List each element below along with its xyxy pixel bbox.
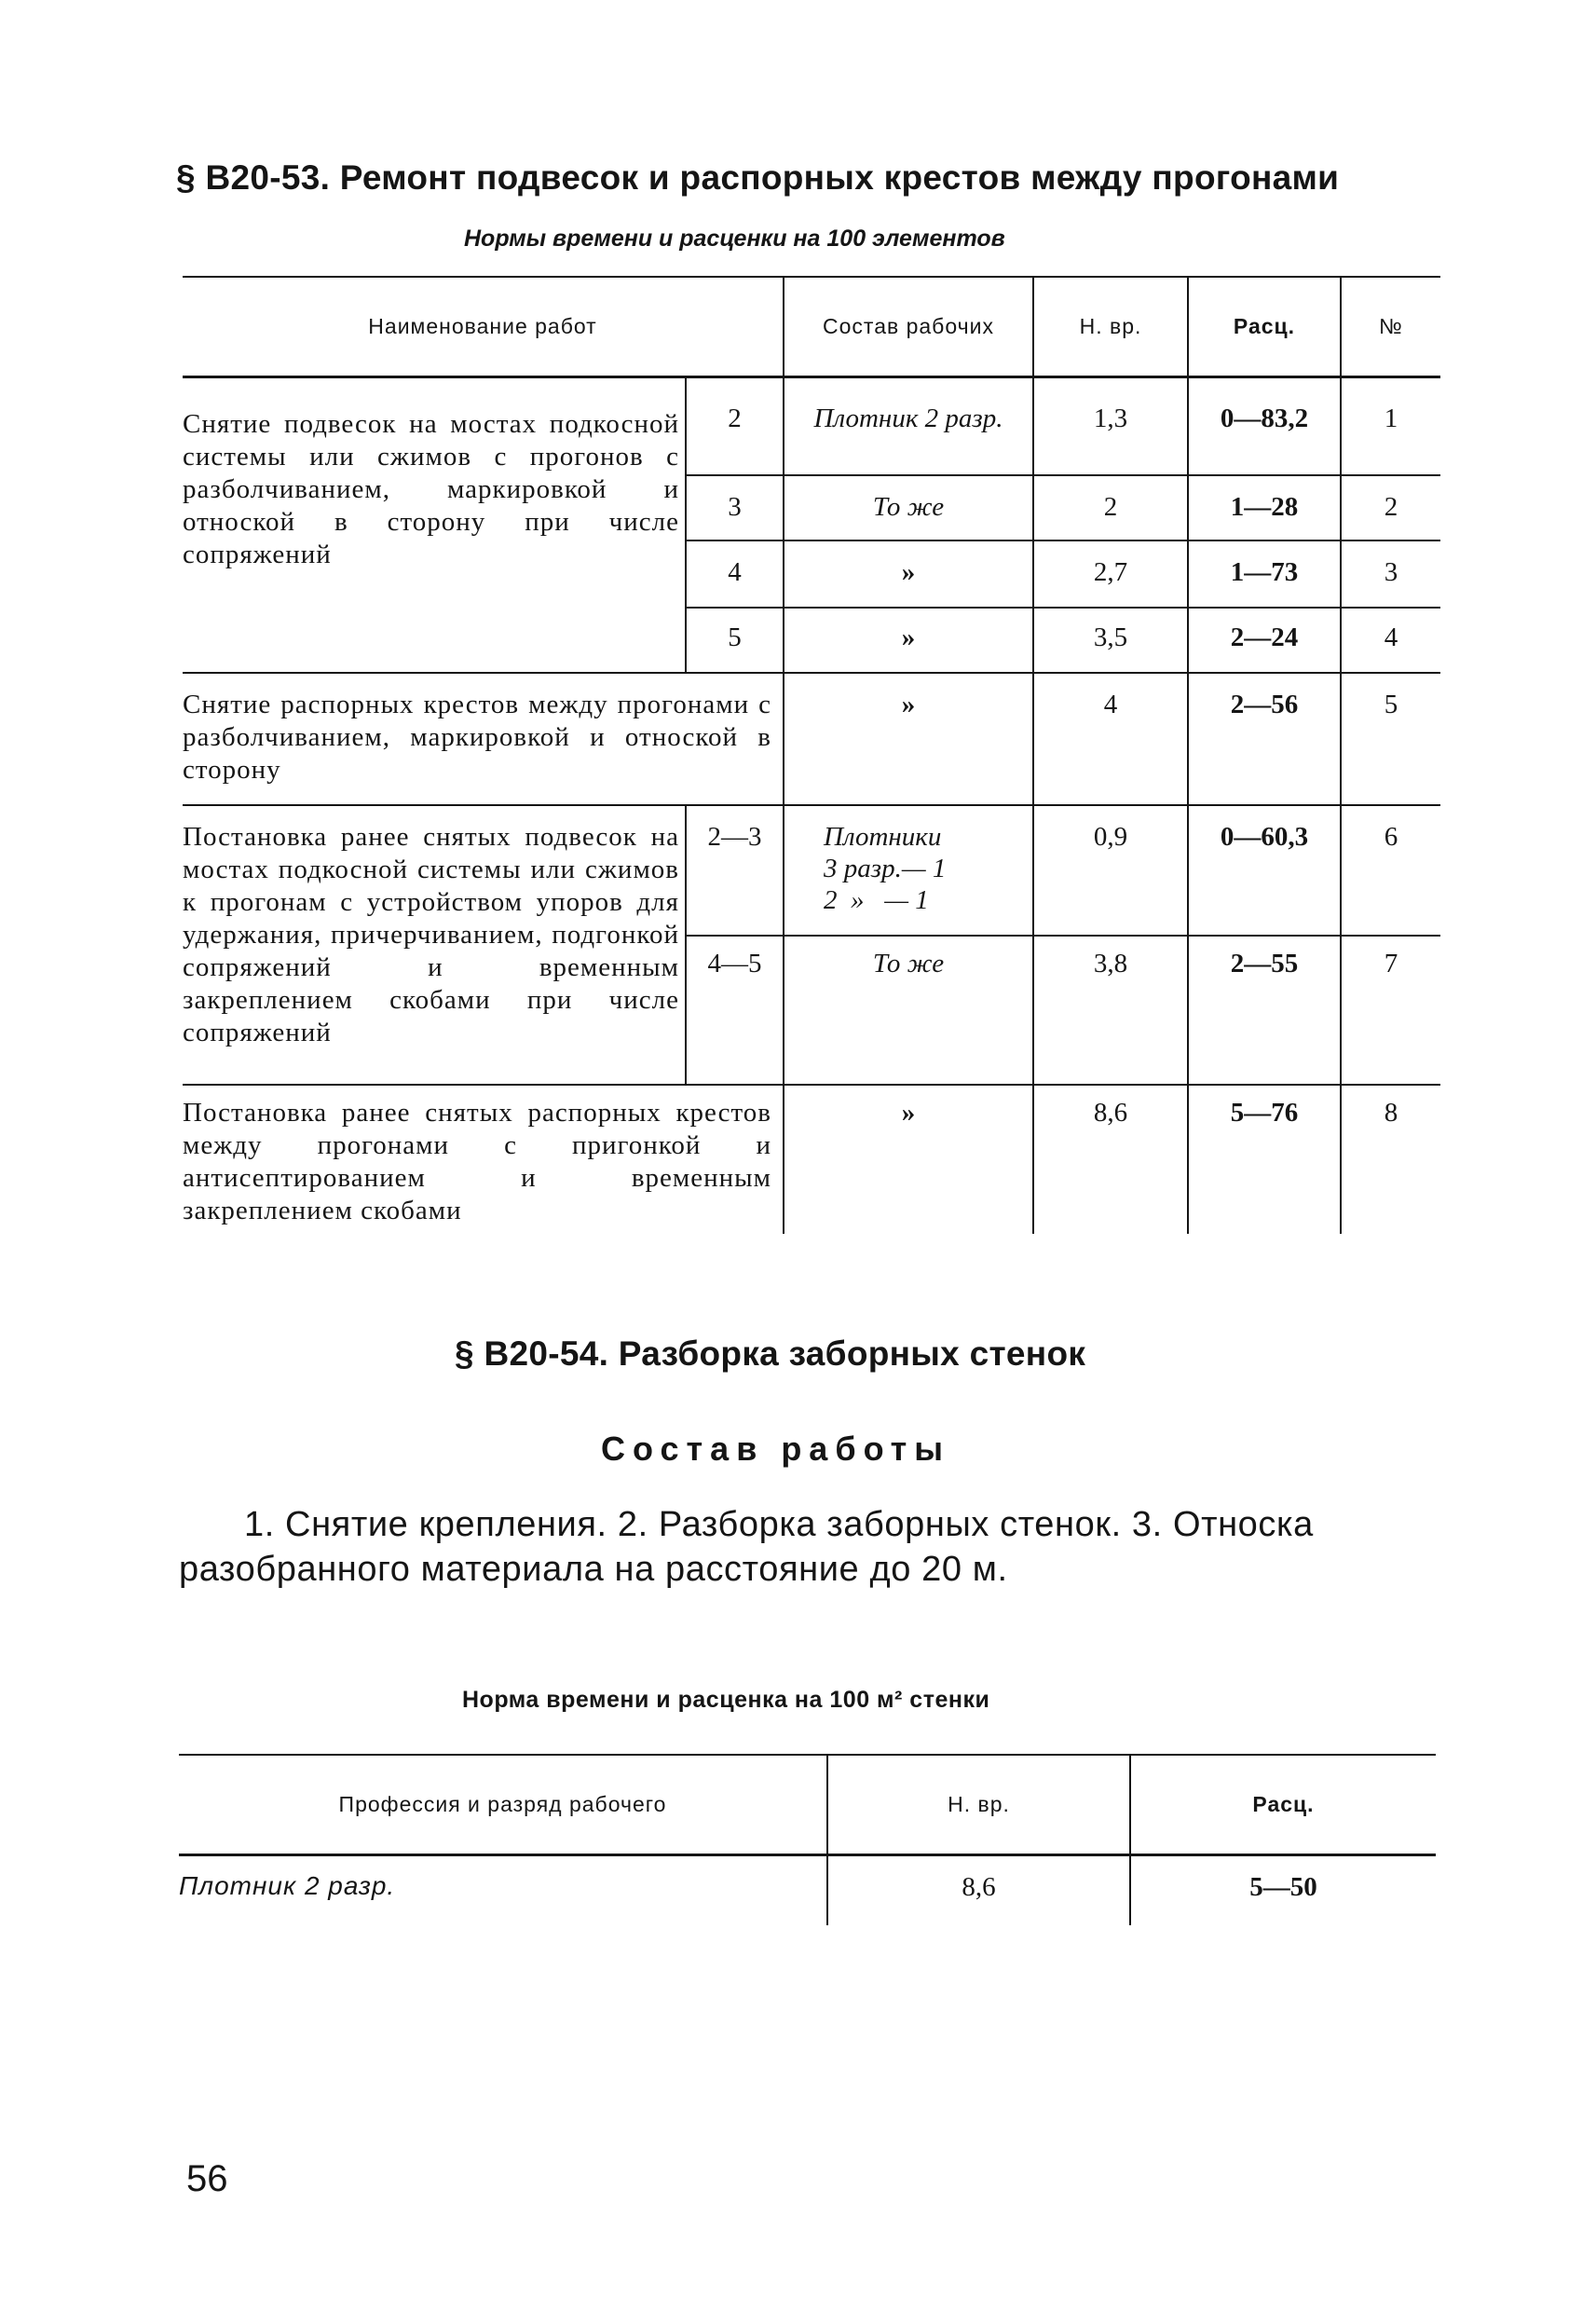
row-count: 2—3 bbox=[686, 805, 784, 936]
row-name: Постановка ранее снятых подвесок на мостах подкосной системы или сжимов к прогонам с устройством упоров для удержания, причерчиванием, подгонкой сопряжений и временным закреплением скобами при числе сопряжений bbox=[183, 805, 686, 1085]
row-crew: » bbox=[784, 673, 1033, 805]
row-price: 1—73 bbox=[1188, 540, 1341, 608]
header-price: Расц. bbox=[1130, 1755, 1436, 1854]
row-crew: » bbox=[784, 540, 1033, 608]
row-num: 2 bbox=[1341, 475, 1440, 540]
row-num: 5 bbox=[1341, 673, 1440, 805]
row-num: 6 bbox=[1341, 805, 1440, 936]
table-row bbox=[183, 673, 1440, 805]
table-row bbox=[183, 805, 1440, 936]
row-time: 2 bbox=[1033, 475, 1188, 540]
row-time: 2,7 bbox=[1033, 540, 1188, 608]
row-num: 8 bbox=[1341, 1085, 1440, 1234]
row-time: 8,6 bbox=[1033, 1085, 1188, 1234]
row-crew: » bbox=[784, 608, 1033, 673]
row-price: 0—60,3 bbox=[1188, 805, 1341, 936]
row-crew: То же bbox=[784, 475, 1033, 540]
section1-title: § В20-53. Ремонт подвесок и распорных крестов между прогонами bbox=[176, 158, 1340, 197]
header-time: Н. вр. bbox=[1033, 277, 1188, 376]
row-price: 0—83,2 bbox=[1188, 376, 1341, 475]
table-header-row bbox=[179, 1755, 1436, 1854]
row-price: 2—55 bbox=[1188, 936, 1341, 1085]
header-crew: Состав рабочих bbox=[784, 277, 1033, 376]
row-price: 5—50 bbox=[1130, 1854, 1436, 1925]
row-count: 4 bbox=[686, 540, 784, 608]
crew-line: Плотники bbox=[824, 822, 942, 852]
row-price: 2—24 bbox=[1188, 608, 1341, 673]
work-description: 1. Снятие крепления. 2. Разборка заборных стенок. 3. Относка разобранного материала на расстояние до 20 м. bbox=[179, 1505, 1314, 1589]
row-crew: » bbox=[784, 1085, 1033, 1234]
row-time: 8,6 bbox=[827, 1854, 1130, 1925]
header-num: № bbox=[1341, 277, 1440, 376]
row-time: 3,5 bbox=[1033, 608, 1188, 673]
row-time: 3,8 bbox=[1033, 936, 1188, 1085]
header-time: Н. вр. bbox=[827, 1755, 1130, 1854]
row-name: Постановка ранее снятых распорных крестов между прогонами с пригонкой и антисептированием и временным закреплением скобами bbox=[183, 1085, 784, 1234]
row-time: 1,3 bbox=[1033, 376, 1188, 475]
row-name: Снятие распорных крестов между прогонами с разболчиванием, маркировкой и отноской в сторону bbox=[183, 673, 784, 805]
header-name: Наименование работ bbox=[183, 277, 784, 376]
work-heading: Состав работы bbox=[601, 1430, 951, 1468]
row-profession: Плотник 2 разр. bbox=[179, 1870, 396, 1900]
row-num: 1 bbox=[1341, 376, 1440, 475]
row-count: 3 bbox=[686, 475, 784, 540]
crew-line: 3 разр.— 1 bbox=[824, 854, 947, 883]
section1-subtitle: Нормы времени и расценки на 100 элементов bbox=[464, 226, 1005, 252]
row-crew: Плотник 2 разр. bbox=[784, 376, 1033, 475]
header-price: Расц. bbox=[1188, 277, 1341, 376]
section2-title: § В20-54. Разборка заборных стенок bbox=[455, 1334, 1086, 1373]
page-number: 56 bbox=[186, 2158, 228, 2199]
row-crew bbox=[784, 805, 1033, 936]
row-count: 5 bbox=[686, 608, 784, 673]
row-name: Снятие подвесок на мостах подкосной системы или сжимов с прогонов с разболчиванием, маркировкой и отноской в сторону при числе сопряжений bbox=[183, 408, 679, 569]
row-time: 4 bbox=[1033, 673, 1188, 805]
row-time: 0,9 bbox=[1033, 805, 1188, 936]
crew-line: 2 » — 1 bbox=[824, 885, 929, 915]
row-num: 7 bbox=[1341, 936, 1440, 1085]
row-count: 4—5 bbox=[686, 936, 784, 1085]
section2-norm-title: Норма времени и расценка на 100 м² стенки bbox=[462, 1687, 990, 1713]
row-crew: То же bbox=[784, 936, 1033, 1085]
row-num: 4 bbox=[1341, 608, 1440, 673]
row-price: 1—28 bbox=[1188, 475, 1341, 540]
table-row bbox=[183, 1085, 1440, 1234]
table-header-row bbox=[183, 277, 1440, 376]
norms-table-b20-54 bbox=[179, 1754, 1436, 1925]
table-row bbox=[183, 376, 1440, 475]
row-count: 2 bbox=[686, 376, 784, 475]
row-price: 2—56 bbox=[1188, 673, 1341, 805]
table-row bbox=[179, 1854, 1436, 1925]
row-num: 3 bbox=[1341, 540, 1440, 608]
header-profession: Профессия и разряд рабочего bbox=[179, 1755, 827, 1854]
row-price: 5—76 bbox=[1188, 1085, 1341, 1234]
norms-table-b20-53 bbox=[183, 276, 1440, 1234]
